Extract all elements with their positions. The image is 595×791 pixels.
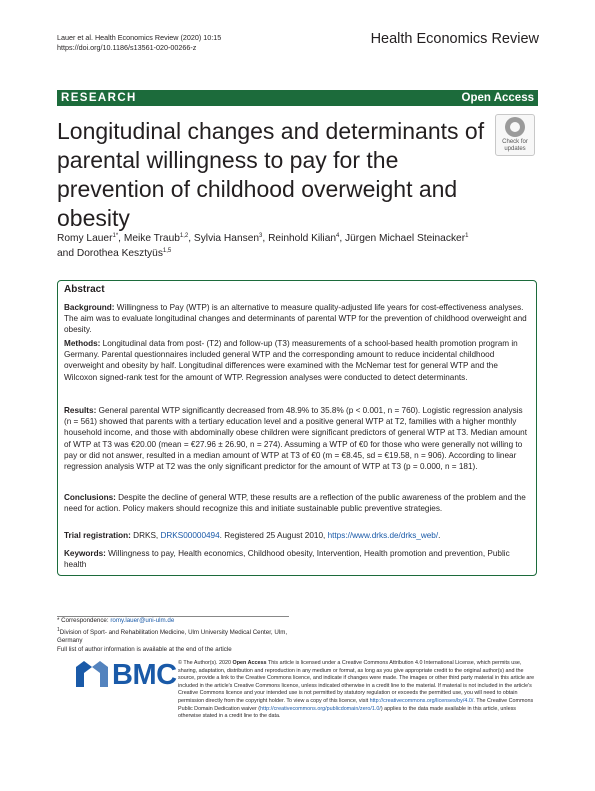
- article-type-band: [57, 90, 538, 106]
- author-name[interactable]: Dorothea Kesztyüs: [76, 247, 163, 259]
- abstract-background: Background: Willingness to Pay (WTP) is an alternative to measure quality-adjusted life years for cost-effectiveness analyses. The aim was to evaluate longitudinal changes and determinants of parental WTP for the prevention of childhood overweight and obesity.: [64, 303, 527, 335]
- article-title: Longitudinal changes and determinants of parental willingness to pay for the prevention of childhood overweight and obesity: [57, 118, 485, 231]
- affiliation: $^1$Division of Sport- and Rehabilitation Medicine, Ulm University Medical Center, Ulm, Germany: [57, 626, 288, 645]
- citation-header: [57, 33, 221, 53]
- author-list: Romy Lauer$^{1*}$, Meike Traub$^{1,2}$, Sylvia Hansen$^3$, Reinhold Kilian$^4$, Jürgen Michael Steinacker$^1$ and Dorothea Kesztyüs$^{1,5}$: [57, 233, 469, 259]
- author-name[interactable]: Romy Lauer: [57, 233, 113, 244]
- open-access-label: Open Access: [461, 92, 534, 104]
- footnotes: * Correspondence: romy.lauer@uni-ulm.de $^1$Division of Sport- and Rehabilitation Medicine, Ulm University Medical Center, Ulm, Germany Full list of author information is available at the end of the article: [57, 617, 297, 654]
- citation-line: Lauer et al. Health Economics Review (2020) 10:15: [57, 33, 222, 42]
- license-statement: © The Author(s). 2020 Open Access This article is licensed under a Creative Commons Attribution 4.0 International License, which permits use, sharing, adaptation, distribution and reproduction in any medium or format, as long as you give appropriate credit to the original author(s) and the source, provide a link to the Creative Commons licence, and indicate if changes were made. The images or other third party material in this article are included in the article's Creative Commons licence, unless indicated otherwise in a credit line to the material. If material is not included in the article's Creative Commons licence and your intended use is not permitted by statutory regulation or exceeds the permitted use, you will need to obtain permission directly from the copyright holder. To view a copy of this licence, visit http://creativecommons.org/licenses/by/4.0/. The Creative Commons Public Domain Dedication waiver (http://creativecommons.org/publicdomain/zero/1.0/) applies to the data made available in this article, unless otherwise stated in a credit line to the data.: [178, 660, 535, 720]
- cc0-waiver-link[interactable]: http://creativecommons.org/publicdomain/zero/1.0/: [260, 705, 381, 712]
- cc-by-license-link[interactable]: http://creativecommons.org/licenses/by/4.0/: [369, 697, 474, 704]
- abstract-trial-registration: Trial registration: DRKS, DRKS00000494. Registered 25 August 2010, https://www.drks.de/drks_web/.: [64, 531, 441, 540]
- abstract-heading: Abstract: [64, 284, 105, 295]
- abstract-conclusions: Conclusions: Despite the decline of general WTP, these results are a reflection of the public awareness of the problem and the need for action. Policy makers should recognize this and initiate sustainable public preventive strategies.: [64, 493, 526, 514]
- abstract-keywords: Keywords: Willingness to pay, Health economics, Childhood obesity, Intervention, Health promotion and prevention, Public health: [64, 549, 510, 570]
- correspondence-email-link[interactable]: romy.lauer@uni-ulm.de: [110, 617, 175, 624]
- article-type-label: RESEARCH: [61, 92, 137, 104]
- abstract-methods: Methods: Longitudinal data from post- (T2) and follow-up (T3) measurements of a school-based health promotion program in Germany. Parental questionnaires included general WTP and the corresponding amount to reduce incidental childhood overweight and obesity by half. Longitudinal differences were examined with the McNemar test for general WTP and the Wilcoxon signed-rank test for the amount of WTP. Regression analyses were conducted to detect determinants.: [64, 339, 518, 382]
- abstract-box: [57, 280, 537, 576]
- doi-link[interactable]: https://doi.org/10.1186/s13561-020-00266-z: [57, 43, 197, 52]
- crossmark-icon: [505, 117, 525, 137]
- author-name[interactable]: Meike Traub: [123, 233, 180, 244]
- author-name[interactable]: Sylvia Hansen: [193, 233, 260, 244]
- trial-url-link[interactable]: https://www.drks.de/drks_web/: [327, 531, 439, 540]
- check-for-updates-label: Check for updates: [502, 139, 528, 152]
- bmc-logo[interactable]: [72, 657, 177, 693]
- trial-id-link[interactable]: DRKS00000494: [160, 531, 220, 540]
- bmc-logo-text: BMC: [112, 659, 177, 691]
- journal-name: Health Economics Review: [370, 31, 539, 47]
- full-list-note: Full list of author information is available at the end of the article: [57, 645, 232, 653]
- bmc-logo-icon: [72, 657, 112, 693]
- author-name[interactable]: Reinhold Kilian: [268, 233, 337, 244]
- check-for-updates-button[interactable]: [495, 114, 535, 156]
- author-name[interactable]: Jürgen Michael Steinacker: [345, 233, 466, 244]
- abstract-results: Results: General parental WTP significantly decreased from 48.9% to 35.8% (p < 0.001, n = 760). Logistic regression analysis (n = 561) showed that parents with a tertiary education level and a positive general WTP at T2, families with a higher monthly household income, and those with abdominally obese children were significant predictors of general WTP at T3. Median amount of WTP at T3 was €20.00 (mean = €27.96 ± 26.90, n = 274). Assuming a WTP of €0 for those who were generally not willing to pay or did not answer, resulted in a median amount of WTP at T3 of €0 (m = €8.45, sd = €19.58, n = 906). According to linear regression analysis WTP at T2 was the only significant predictor for the amount of WTP at T3 (p = 0.000, n = 181).: [64, 406, 528, 472]
